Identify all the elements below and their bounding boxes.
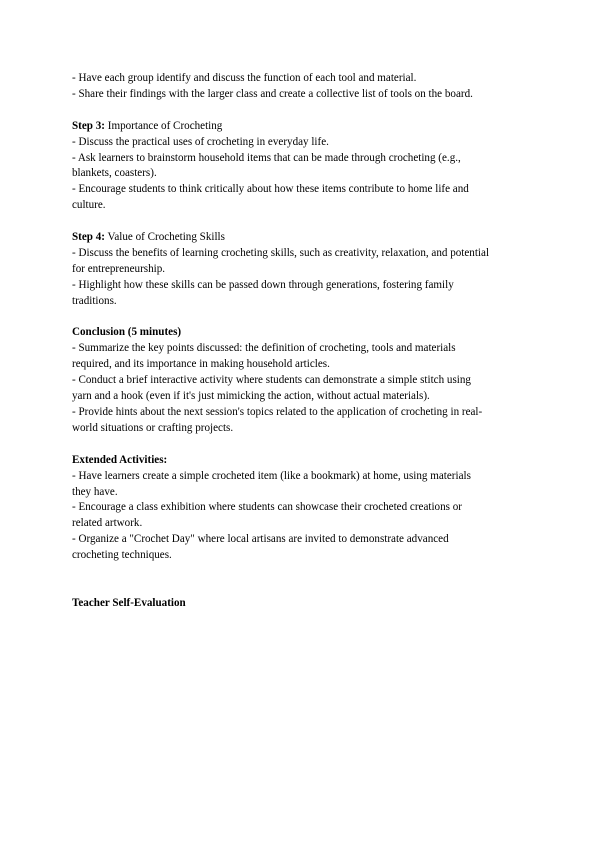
conclusion-heading: Conclusion (5 minutes) [72, 326, 182, 339]
step-3-section [72, 119, 532, 214]
teacher-self-evaluation-section [72, 596, 532, 612]
step-3-line-4: - Encourage students to think critically about how these items contribute to home life and [72, 183, 469, 196]
step-3-line-1: - Discuss the practical uses of crocheting in everyday life. [72, 135, 329, 148]
conclusion-line-1: - Summarize the key points discussed: the definition of crocheting, tools and materials [72, 342, 456, 355]
extended-activities-section [72, 453, 532, 564]
conclusion-line-6: world situations or crafting projects. [72, 421, 234, 434]
document-page [72, 71, 532, 612]
step-4-line-1: - Discuss the benefits of learning crocheting skills, such as creativity, relaxation, and potential [72, 246, 490, 259]
conclusion-line-3: - Conduct a brief interactive activity where students can demonstrate a simple stitch using [72, 374, 471, 387]
step-4-line-2: for entrepreneurship. [72, 262, 166, 275]
intro-line-1: - Have each group identify and discuss the function of each tool and material. [72, 72, 417, 84]
step-3-heading [72, 119, 532, 135]
extended-line-5: - Organize a "Crochet Day" where local artisans are invited to demonstrate advanced [72, 533, 449, 546]
step-4-line-4: traditions. [72, 294, 117, 307]
step-4-label: Step 4: [72, 231, 105, 244]
step-3-label: Step 3: [72, 119, 105, 132]
conclusion-line-4: yarn and a hook (even if it's just mimicking the action, without actual materials). [72, 390, 430, 403]
intro-line-2: - Share their findings with the larger class and create a collective list of tools on the board. [72, 87, 473, 100]
step-3-line-2: - Ask learners to brainstorm household items that can be made through crocheting (e.g., [72, 151, 461, 164]
step-4-line-3: - Highlight how these skills can be passed down through generations, fostering family [72, 278, 454, 291]
extended-line-3: - Encourage a class exhibition where students can showcase their crocheted creations or [72, 501, 462, 514]
extended-line-1: - Have learners create a simple crocheted item (like a bookmark) at home, using materials [72, 469, 471, 482]
extended-line-6: crocheting techniques. [72, 549, 172, 562]
step-3-line-3: blankets, coasters). [72, 167, 157, 180]
step-4-heading [72, 230, 532, 246]
step-3-title: Importance of Crocheting [104, 119, 223, 132]
intro-section [72, 71, 532, 103]
extended-line-2: they have. [72, 485, 118, 498]
teacher-self-evaluation-heading: Teacher Self-Evaluation [72, 596, 186, 609]
conclusion-line-5: - Provide hints about the next session's topics related to the application of crocheting in real- [72, 405, 483, 418]
conclusion-line-2: required, and its importance in making household articles. [72, 358, 330, 371]
extended-activities-heading: Extended Activities: [72, 453, 168, 466]
extended-line-4: related artwork. [72, 517, 143, 530]
conclusion-section [72, 325, 532, 436]
step-3-line-5: culture. [72, 199, 106, 212]
step-4-title: Value of Crocheting Skills [104, 231, 225, 244]
step-4-section [72, 230, 532, 310]
